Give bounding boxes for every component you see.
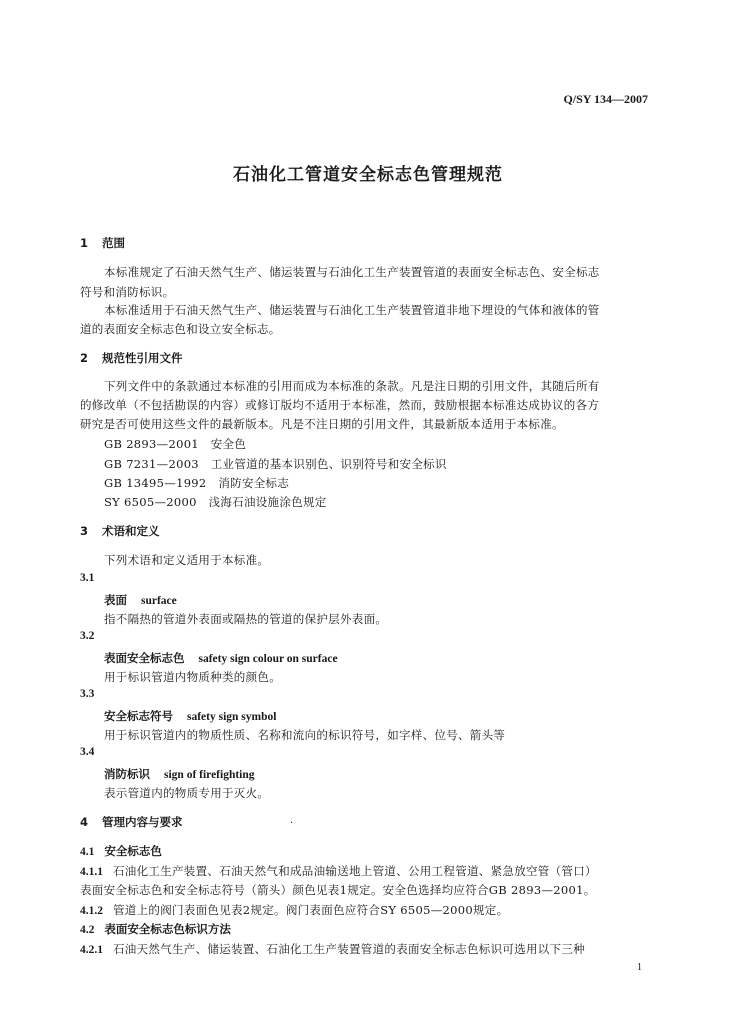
section-number: 2 [80, 351, 89, 365]
clause-number: 4.1.1 [80, 866, 103, 878]
term-zh: 安全标志符号 [104, 709, 173, 723]
term-zh: 表面 [104, 593, 127, 607]
term-en: safety sign colour on surface [198, 653, 338, 665]
paragraph-line: 下列文件中的条款通过本标准的引用而成为本标准的条款。凡是注日期的引用文件，其随后所有 [104, 379, 600, 393]
reference-item: GB 7231—2003 工业管道的基本识别色、识别符号和安全标识 [104, 457, 447, 471]
page-title: 石油化工管道安全标志色管理规范 [233, 165, 503, 185]
clause-number: 3.4 [80, 746, 95, 758]
reference-item: SY 6505—2000 浅海石油设施涂色规定 [104, 495, 327, 509]
term-en: sign of firefighting [164, 769, 255, 781]
clause-line [80, 863, 597, 879]
term-definition: 表示管道内的物质专用于灭火。 [104, 786, 270, 800]
term-zh: 消防标识 [104, 767, 150, 781]
term-definition: 指不隔热的管道外表面或隔热的管道的保护层外表面。 [104, 612, 388, 626]
clause-title: 表面安全标志色标识方法 [104, 922, 231, 936]
section-number: 4 [80, 815, 89, 829]
reference-item: GB 13495—1992 消防安全标志 [104, 476, 290, 490]
page-number: 1 [637, 962, 642, 973]
section-title: 管理内容与要求 [102, 815, 183, 829]
clause-heading [80, 843, 162, 859]
paragraph-line: 本标准适用于石油天然气生产、储运装置与石油化工生产装置管道非地下埋设的气体和液体的管 [104, 303, 600, 317]
stray-mark: · [290, 818, 294, 829]
clause-number: 4.1 [80, 846, 95, 858]
clause-number: 3.1 [80, 572, 95, 584]
term-heading [104, 708, 276, 724]
paragraph-line: 符号和消防标识。 [80, 285, 175, 299]
term-definition: 用于标识管道内的物质性质、名称和流向的标识符号，如字样、位号、箭头等 [104, 728, 506, 742]
clause-text: 石油化工生产装置、石油天然气和成品油输送地上管道、公用工程管道、紧急放空管（管口） [113, 864, 597, 878]
clause-text: 石油天然气生产、储运装置、石油化工生产装置管道的表面安全标志色标识可选用以下三种 [113, 942, 585, 956]
clause-number: 4.1.2 [80, 905, 103, 917]
clause-title: 安全标志色 [104, 844, 162, 858]
term-en: safety sign symbol [187, 711, 277, 723]
section-heading-2 [80, 350, 183, 366]
paragraph-line: 本标准规定了石油天然气生产、储运装置与石油化工生产装置管道的表面安全标志色、安全标志 [104, 265, 600, 279]
paragraph-line: 研究是否可使用这些文件的最新版本。凡是不注日期的引用文件，其最新版本适用于本标准。 [80, 417, 564, 431]
section-title: 术语和定义 [102, 524, 160, 538]
term-heading [104, 592, 177, 608]
section-heading-4 [80, 814, 183, 830]
term-definition: 用于标识管道内物质种类的颜色。 [104, 670, 281, 684]
section-title: 规范性引用文件 [102, 351, 183, 365]
clause-text: 管道上的阀门表面色见表2规定。阀门表面色应符合SY 6505—2000规定。 [113, 903, 509, 917]
clause-number: 4.2.1 [80, 944, 103, 956]
term-zh: 表面安全标志色 [104, 651, 185, 665]
clause-line [80, 902, 508, 918]
term-heading [104, 766, 255, 782]
section-title: 范围 [102, 236, 125, 250]
paragraph-line: 道的表面安全标志色和设立安全标志。 [80, 322, 281, 336]
term-heading [104, 650, 338, 666]
paragraph-line: 下列术语和定义适用于本标准。 [104, 553, 270, 567]
clause-number: 4.2 [80, 924, 95, 936]
term-en: surface [141, 595, 177, 607]
clause-heading [80, 921, 231, 937]
section-heading-3 [80, 523, 160, 539]
section-number: 3 [80, 524, 89, 538]
clause-number: 3.3 [80, 688, 95, 700]
reference-item: GB 2893—2001 安全色 [104, 437, 247, 451]
section-number: 1 [80, 236, 89, 250]
clause-number: 3.2 [80, 630, 95, 642]
paragraph-line: 的修改单（不包括勘误的内容）或修订版均不适用于本标准，然而，鼓励根据本标准达成协议的各方 [80, 398, 600, 412]
paragraph-line: 表面安全标志色和安全标志符号（箭头）颜色见表1规定。安全色选择均应符合GB 2893—2001。 [80, 883, 596, 897]
clause-line [80, 941, 585, 957]
section-heading-1 [80, 235, 125, 251]
standard-number: Q/SY 134—2007 [563, 92, 648, 106]
